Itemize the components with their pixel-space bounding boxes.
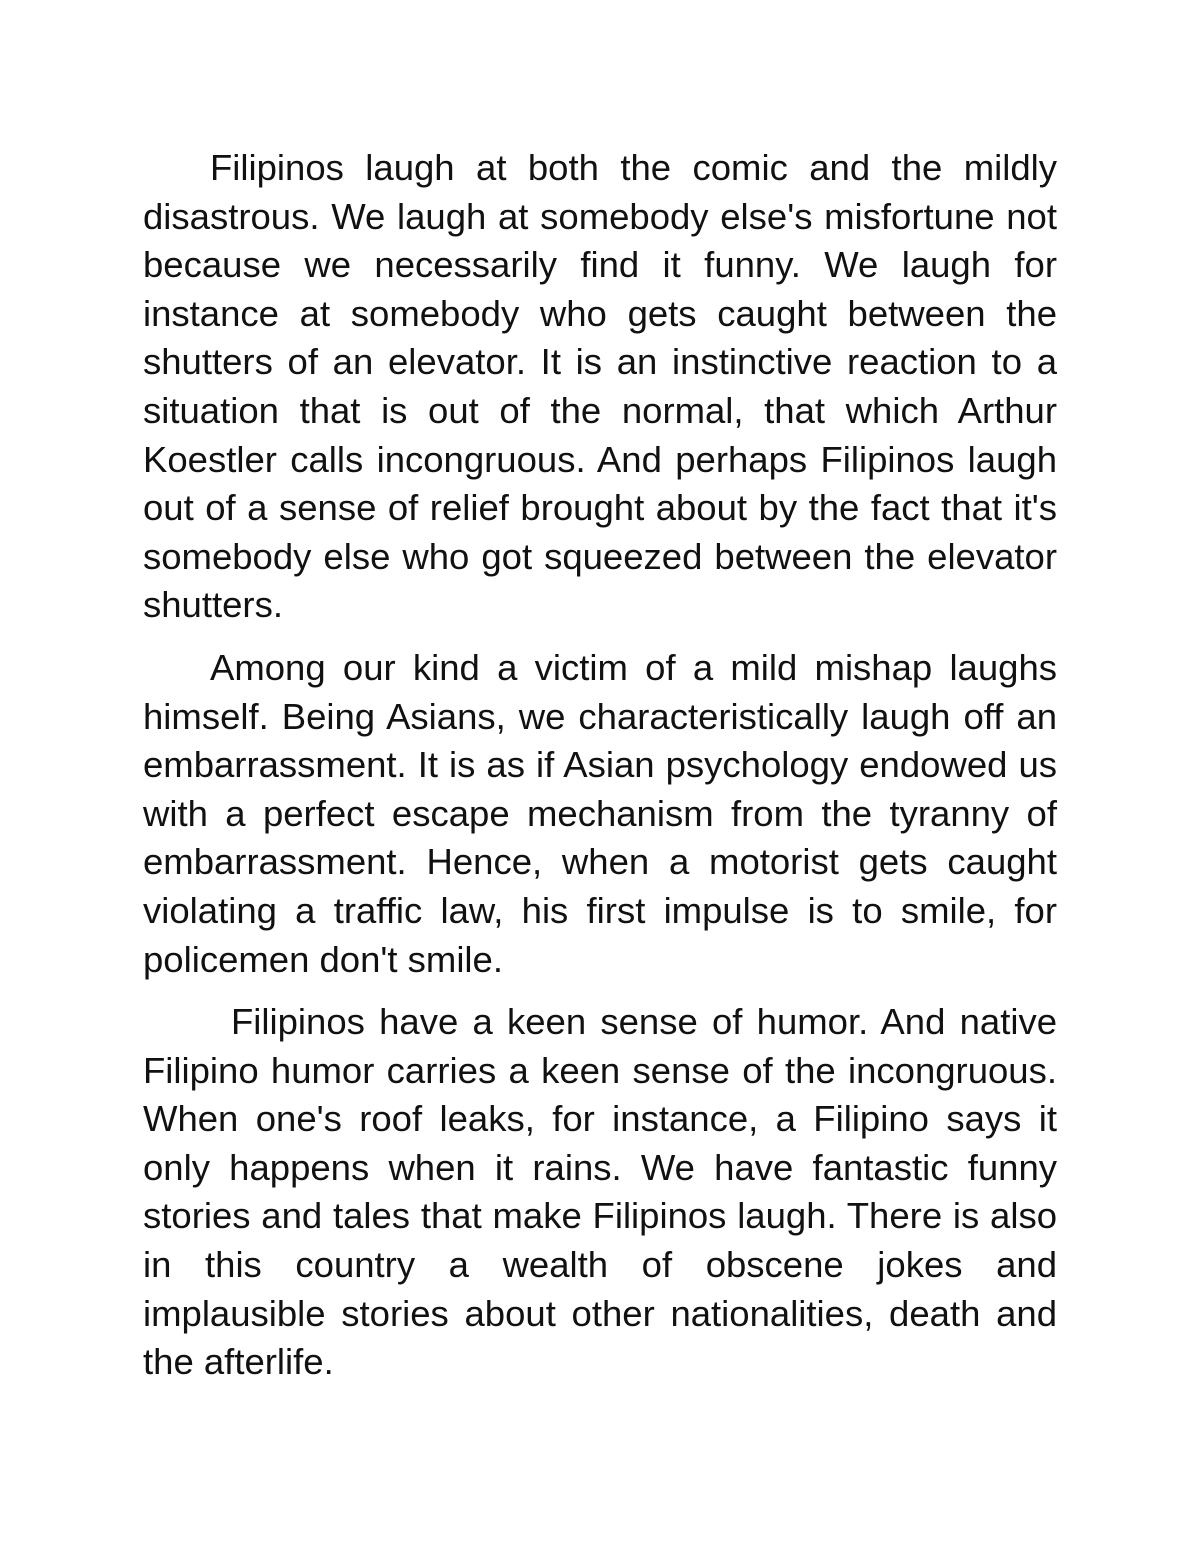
paragraph-2: Among our kind a victim of a mild mishap laughs himself. Being Asians, we characteristically laugh off an embarrassment. It is as if Asian psychology endowed us with a perfect escape mechanism from the tyranny of embarrassment. Hence, when a motorist gets caught violating a traffic law, his first impulse is to smile, for policemen don't smile. (143, 646, 1057, 980)
document-page (143, 144, 1057, 1387)
paragraph-1: Filipinos laugh at both the comic and the mildly disastrous. We laugh at somebody else's misfortune not because we necessarily find it funny. We laugh for instance at somebody who gets caught between the shutters of an elevator. It is an instinctive reaction to a situation that is out of the normal, that which Arthur Koestler calls incongruous. And perhaps Filipinos laugh out of a sense of relief brought about by the fact that it's somebody else who got squeezed between the elevator shutters. (143, 147, 1057, 626)
paragraph-3: Filipinos have a keen sense of humor. And native Filipino humor carries a keen sense of the incongruous. When one's roof leaks, for instance, a Filipino says it only happens when it rains. We have fantastic funny stories and tales that make Filipinos laugh. There is also in this country a wealth of obscene jokes and implausible stories about other nationalities, death and the afterlife. (143, 1001, 1057, 1383)
